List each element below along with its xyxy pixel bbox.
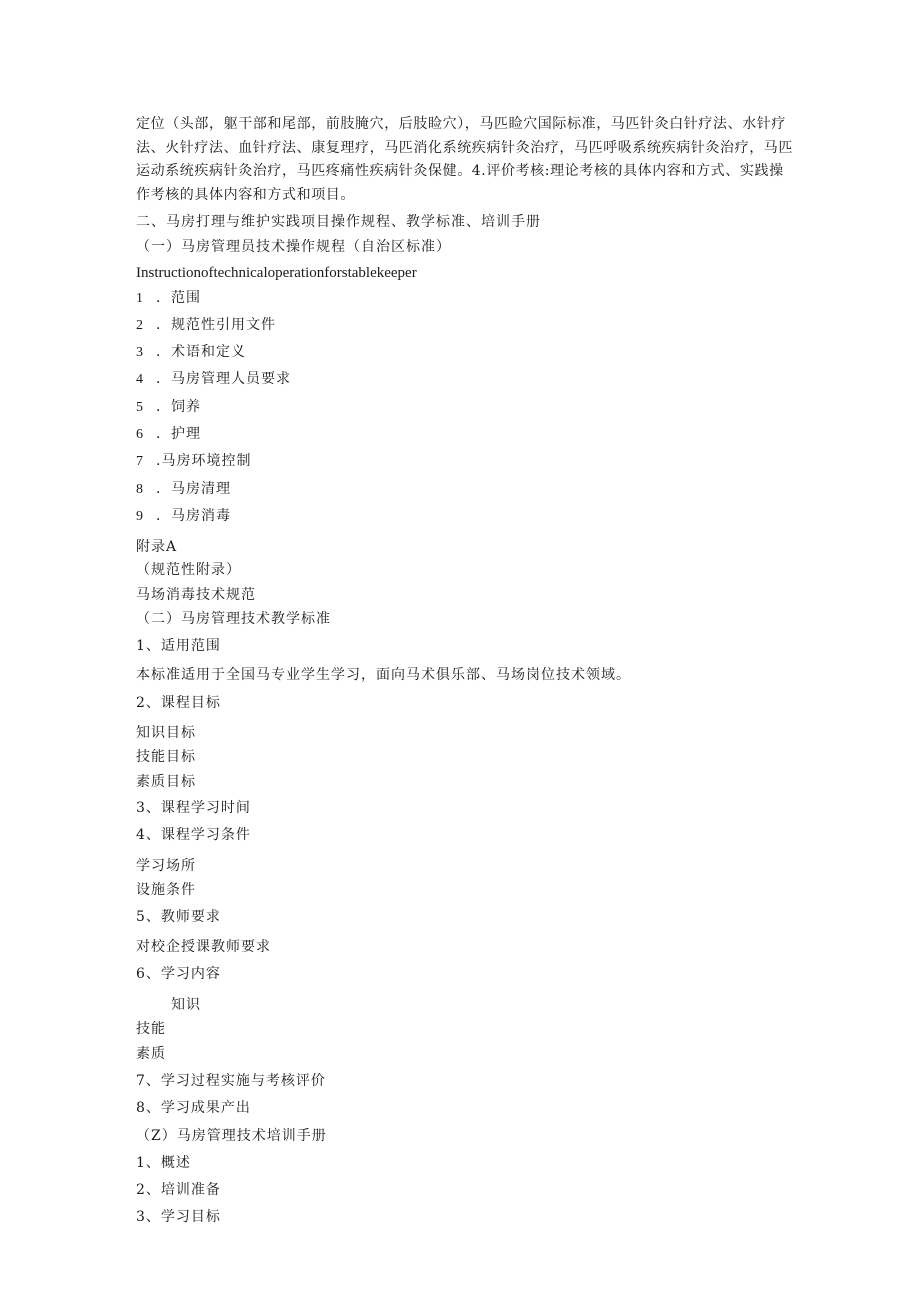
manual-item: 2、培训准备 <box>136 1182 221 1198</box>
condition-item: 学习场所 <box>136 858 196 874</box>
manual-item: 1、概述 <box>136 1155 191 1171</box>
intro-paragraph: 定位（头部，躯干部和尾部，前肢腌穴，后肢睑穴），马匹睑穴国际标准，马匹针灸白针疗法、水针疗法、火针疗法、血针疗法、康复理疗，马匹消化系统疾病针灸治疗，马匹呼吸系统疾病针灸治疗，马匹运动系统疾病针灸治疗，马匹疼痛性疾病针灸保健。4.评价考核:理论考核的具体内容和方式、实践操作考核的具体内容和方式和项目。 <box>136 116 793 203</box>
sub1-heading: （一）马房管理员技术操作规程（自治区标准） <box>136 239 451 255</box>
time-heading: 3、课程学习时间 <box>136 800 251 816</box>
content-item: 技能 <box>136 1021 166 1037</box>
sub3-heading: （Z）马房管理技术培训手册 <box>136 1128 327 1144</box>
goals-heading: 2、课程目标 <box>136 695 221 711</box>
item-number: 8 <box>136 482 144 497</box>
condition-item: 设施条件 <box>136 882 196 898</box>
appendix-note: （规范性附录） <box>136 562 241 578</box>
item-number: 1 <box>136 291 144 306</box>
list-item <box>136 480 231 499</box>
item-text: ．马房消毒 <box>156 508 231 524</box>
scope-text: 本标准适用于全国马专业学生学习，面向马术俱乐部、马场岗位技术领域。 <box>136 667 631 683</box>
item-text: .马房环境控制 <box>156 453 252 469</box>
item-number: 4 <box>136 372 144 387</box>
item-text: ．马房管理人员要求 <box>156 371 291 387</box>
item-number: 6 <box>136 427 144 442</box>
item-text: ．护理 <box>156 426 201 442</box>
goal-item: 技能目标 <box>136 749 196 765</box>
english-title: Instructionoftechnicaloperationforstablekeeper <box>136 265 417 281</box>
content-heading: 6、学习内容 <box>136 966 221 982</box>
item-text: ．术语和定义 <box>156 344 246 360</box>
content-item: 素质 <box>136 1046 166 1062</box>
list-item <box>136 316 276 335</box>
item-number: 9 <box>136 509 144 524</box>
item-text: ．饲养 <box>156 399 201 415</box>
list-item <box>136 370 291 389</box>
appendix-title: 马场消毒技术规范 <box>136 587 256 603</box>
list-item <box>136 398 201 417</box>
content-item: 知识 <box>171 997 201 1013</box>
item-number: 5 <box>136 400 144 415</box>
list-item <box>136 343 246 362</box>
list-item <box>136 289 201 308</box>
item-text: ．马房清理 <box>156 481 231 497</box>
process-heading: 7、学习过程实施与考核评价 <box>136 1073 326 1089</box>
goal-item: 素质目标 <box>136 774 196 790</box>
section2-heading: 二、马房打理与维护实践项目操作规程、教学标准、培训手册 <box>136 214 541 230</box>
item-number: 2 <box>136 318 144 333</box>
item-text: ．范围 <box>156 290 201 306</box>
outcome-heading: 8、学习成果产出 <box>136 1100 251 1116</box>
scope-heading: 1、适用范围 <box>136 638 221 654</box>
item-text: ．规范性引用文件 <box>156 317 276 333</box>
manual-item: 3、学习目标 <box>136 1209 221 1225</box>
list-item <box>136 452 251 471</box>
item-number: 7 <box>136 454 144 469</box>
item-number: 3 <box>136 345 144 360</box>
teacher-text: 对校企授课教师要求 <box>136 939 271 955</box>
sub2-heading: （二）马房管理技术教学标准 <box>136 611 331 627</box>
list-item <box>136 425 201 444</box>
appendix-label: 附录A <box>136 539 178 555</box>
teacher-heading: 5、教师要求 <box>136 909 221 925</box>
goal-item: 知识目标 <box>136 725 196 741</box>
list-item <box>136 507 231 526</box>
conditions-heading: 4、课程学习条件 <box>136 827 251 843</box>
